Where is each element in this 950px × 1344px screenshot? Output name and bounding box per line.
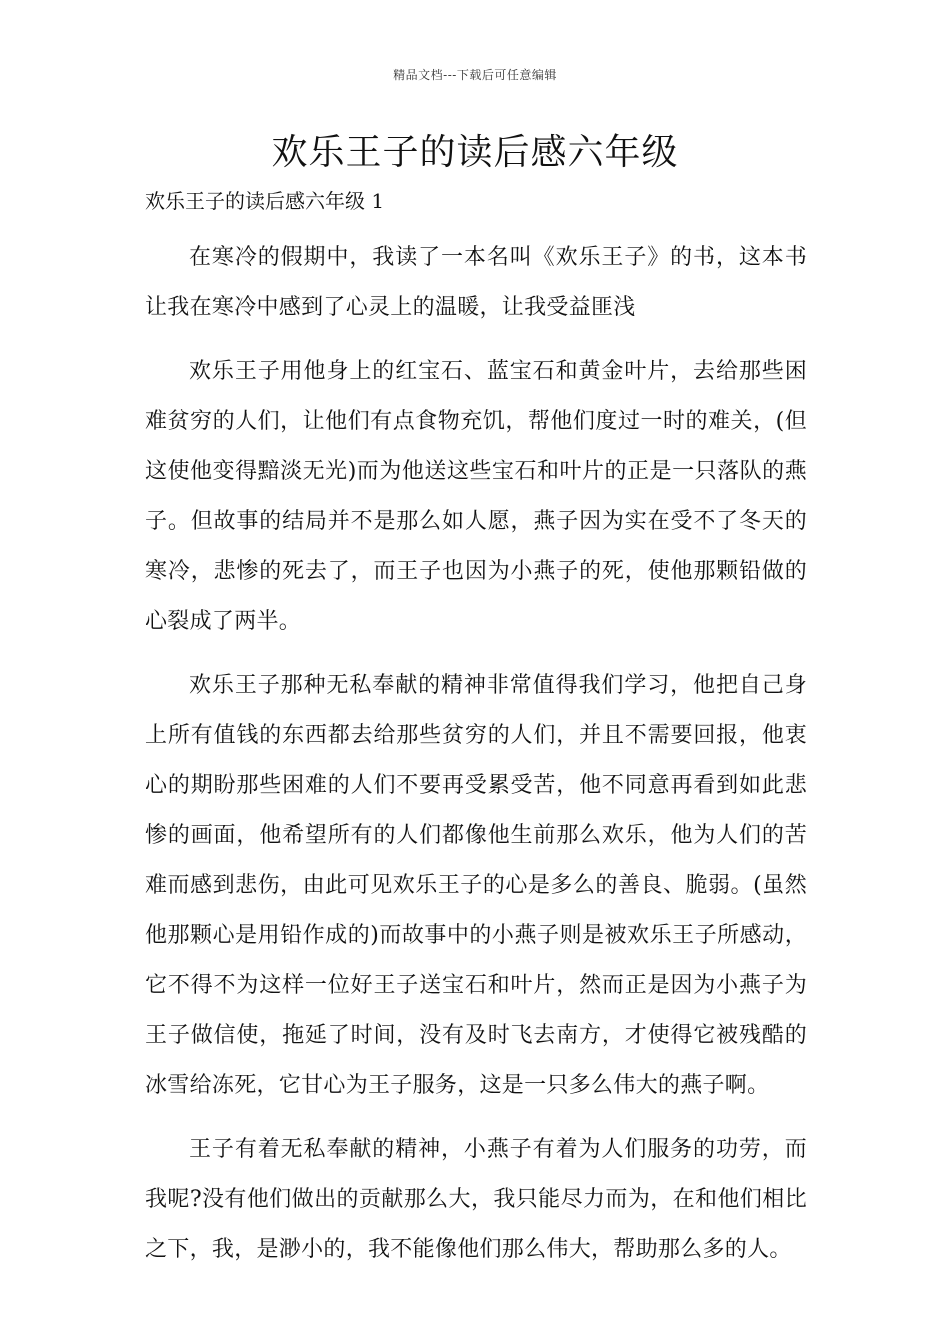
page-title: 欢乐王子的读后感六年级	[271, 132, 679, 173]
paragraph-2: 欢乐王子用他身上的红宝石、蓝宝石和黄金叶片，去给那些困难贫穷的人们，让他们有点食物充饥，帮他们度过一时的难关，(但这使他变得黯淡无光)而为他送这些宝石和叶片的正是一只落队的燕子。但故事的结局并不是那么如人愿，燕子因为实在受不了冬天的寒冷，悲惨的死去了，而王子也因为小燕子的死，使他那颗铅做的心裂成了两半。	[145, 359, 807, 634]
paragraph-3: 欢乐王子那种无私奉献的精神非常值得我们学习，他把自己身上所有值钱的东西都去给那些贫穷的人们，并且不需要回报，他衷心的期盼那些困难的人们不要再受累受苦，他不同意再看到如此悲惨的画面，他希望所有的人们都像他生前那么欢乐，他为人们的苦难而感到悲伤，由此可见欢乐王子的心是多么的善良、脆弱。(虽然他那颗心是用铅作成的)而故事中的小燕子则是被欢乐王子所感动，它不得不为这样一位好王子送宝石和叶片，然而正是因为小燕子为王子做信使，拖延了时间，没有及时飞去南方，才使得它被残酷的冰雪给冻死，它甘心为王子服务，这是一只多么伟大的燕子啊。	[145, 673, 807, 1098]
document-body	[145, 183, 807, 1275]
paragraph-4: 王子有着无私奉献的精神，小燕子有着为人们服务的功劳，而我呢?没有他们做出的贡献那么大，我只能尽力而为，在和他们相比之下，我，是渺小的，我不能像他们那么伟大，帮助那么多的人。	[145, 1137, 807, 1262]
section-subtitle: 欢乐王子的读后感六年级 1	[145, 189, 385, 213]
paragraph-1: 在寒冷的假期中，我读了一本名叫《欢乐王子》的书，这本书让我在寒冷中感到了心灵上的温暖，让我受益匪浅	[145, 245, 807, 320]
header-note: 精品文档---下载后可任意编辑	[393, 68, 557, 82]
